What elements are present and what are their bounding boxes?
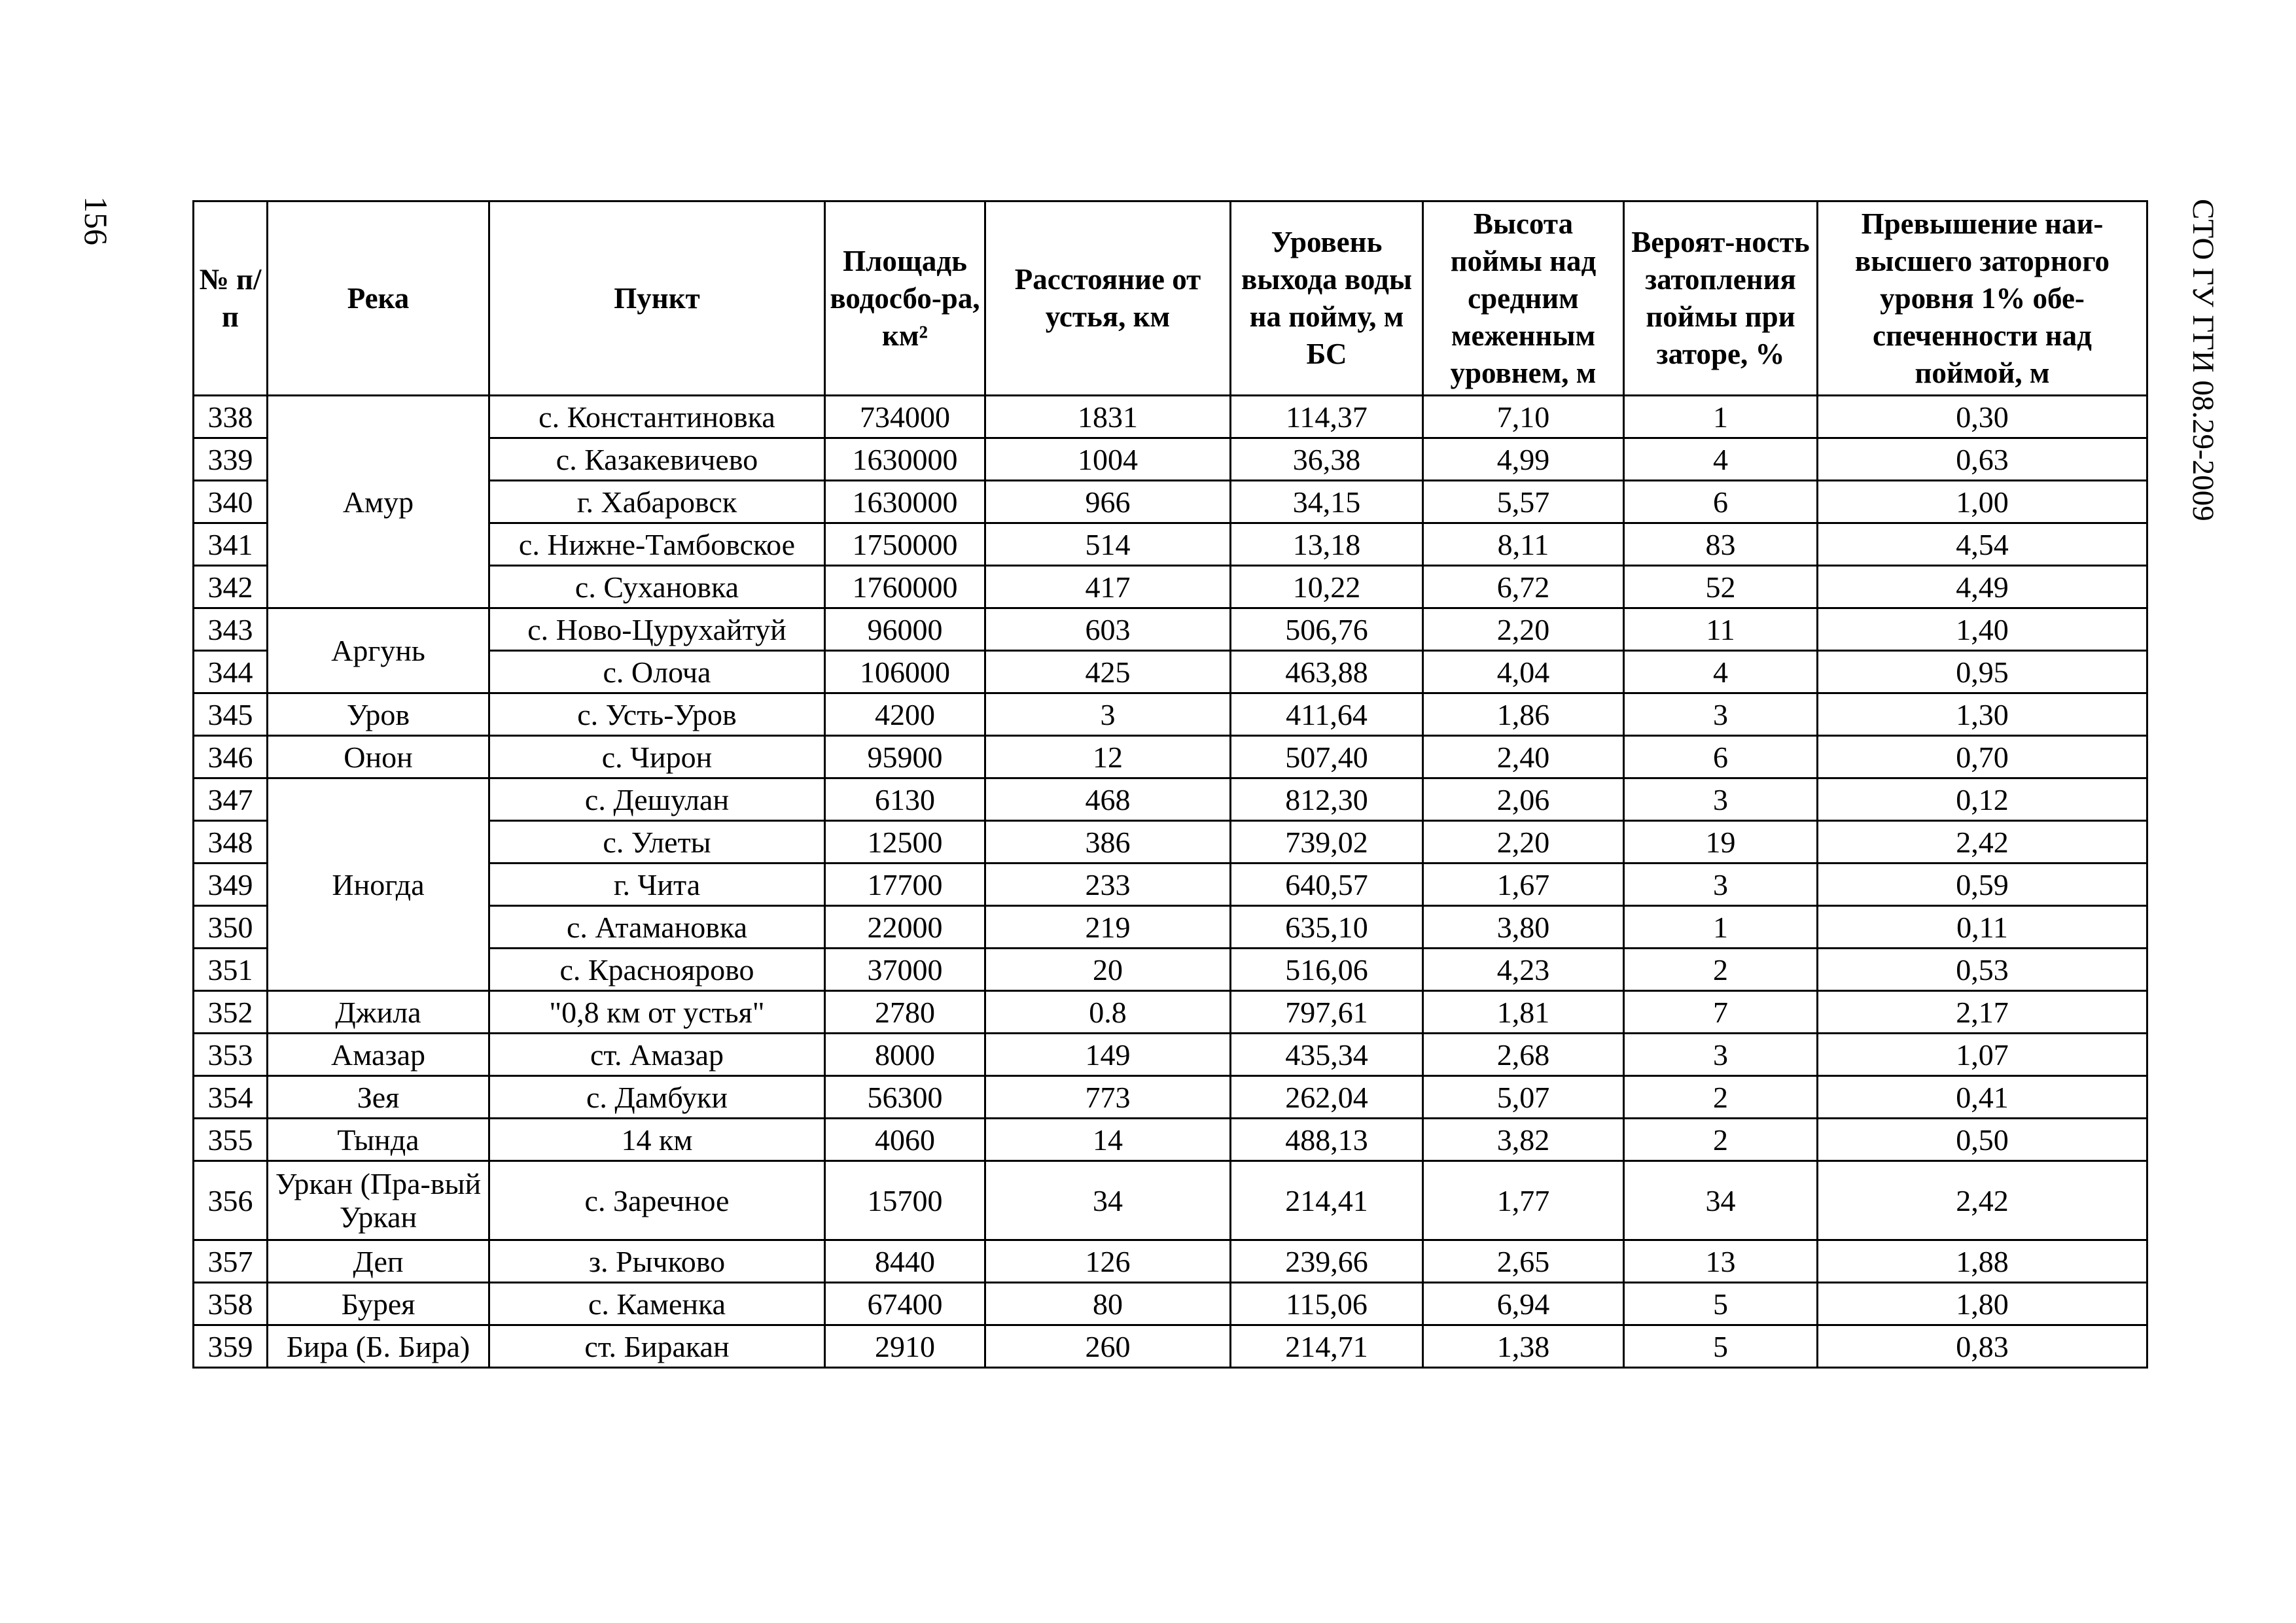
row-distance: 3 [985,693,1231,736]
row-river: Зея [268,1076,489,1119]
row-distance: 126 [985,1240,1231,1283]
header-river: Река [268,201,489,396]
row-probability: 1 [1624,906,1818,949]
row-excess: 0,12 [1818,778,2147,821]
row-excess: 0,53 [1818,949,2147,991]
row-excess: 0,41 [1818,1076,2147,1119]
row-area: 22000 [825,906,985,949]
row-distance: 20 [985,949,1231,991]
table-row [194,1283,2147,1325]
row-level: 506,76 [1231,608,1423,651]
row-river: Деп [268,1240,489,1283]
row-point: с. Каменка [489,1283,825,1325]
row-distance: 603 [985,608,1231,651]
table-row [194,1161,2147,1240]
row-num: 357 [194,1240,268,1283]
row-num: 338 [194,396,268,438]
row-point: г. Хабаровск [489,481,825,523]
table-row [194,1076,2147,1119]
page-number: 156 [78,196,115,245]
row-excess: 2,42 [1818,821,2147,864]
row-excess: 0,50 [1818,1119,2147,1161]
row-probability: 6 [1624,481,1818,523]
row-excess: 1,00 [1818,481,2147,523]
row-level: 435,34 [1231,1034,1423,1076]
row-level: 214,41 [1231,1161,1423,1240]
header-point: Пункт [489,201,825,396]
row-river: Онон [268,736,489,778]
row-probability: 52 [1624,566,1818,608]
row-excess: 0,95 [1818,651,2147,693]
row-river: Бира (Б. Бира) [268,1325,489,1368]
row-num: 352 [194,991,268,1034]
row-area: 106000 [825,651,985,693]
row-level: 10,22 [1231,566,1423,608]
row-level: 239,66 [1231,1240,1423,1283]
row-height: 6,72 [1423,566,1624,608]
row-point: с. Константиновка [489,396,825,438]
row-num: 345 [194,693,268,736]
row-area: 12500 [825,821,985,864]
row-probability: 2 [1624,949,1818,991]
row-distance: 149 [985,1034,1231,1076]
row-distance: 425 [985,651,1231,693]
row-level: 488,13 [1231,1119,1423,1161]
row-distance: 1831 [985,396,1231,438]
row-num: 358 [194,1283,268,1325]
row-area: 96000 [825,608,985,651]
row-num: 353 [194,1034,268,1076]
row-height: 2,20 [1423,608,1624,651]
row-num: 350 [194,906,268,949]
table-row [194,778,2147,821]
row-excess: 1,30 [1818,693,2147,736]
row-area: 2910 [825,1325,985,1368]
row-point: с. Дамбуки [489,1076,825,1119]
row-num: 347 [194,778,268,821]
header-distance: Расстояние от устья, км [985,201,1231,396]
row-probability: 2 [1624,1076,1818,1119]
row-level: 812,30 [1231,778,1423,821]
row-distance: 386 [985,821,1231,864]
row-height: 6,94 [1423,1283,1624,1325]
row-distance: 34 [985,1161,1231,1240]
row-river: Аргунь [268,608,489,693]
row-point: с. Нижне-Тамбовское [489,523,825,566]
table-row [194,396,2147,438]
row-probability: 13 [1624,1240,1818,1283]
row-num: 339 [194,438,268,481]
row-excess: 0,83 [1818,1325,2147,1368]
row-height: 1,77 [1423,1161,1624,1240]
row-point: "0,8 км от устья" [489,991,825,1034]
row-excess: 0,70 [1818,736,2147,778]
row-level: 214,71 [1231,1325,1423,1368]
header-level: Уровень выхода воды на пойму, м БС [1231,201,1423,396]
row-height: 3,80 [1423,906,1624,949]
row-point: с. Краснoярово [489,949,825,991]
row-probability: 5 [1624,1283,1818,1325]
row-point: г. Чита [489,864,825,906]
row-distance: 773 [985,1076,1231,1119]
row-point: с. Олоча [489,651,825,693]
row-point: с. Улеты [489,821,825,864]
row-area: 4200 [825,693,985,736]
row-level: 739,02 [1231,821,1423,864]
table-row [194,693,2147,736]
row-river: Уров [268,693,489,736]
row-level: 262,04 [1231,1076,1423,1119]
row-probability: 1 [1624,396,1818,438]
row-height: 4,04 [1423,651,1624,693]
row-level: 635,10 [1231,906,1423,949]
row-num: 344 [194,651,268,693]
row-num: 346 [194,736,268,778]
row-point: с. Казакевичево [489,438,825,481]
row-num: 348 [194,821,268,864]
row-excess: 0,11 [1818,906,2147,949]
row-area: 1760000 [825,566,985,608]
row-num: 356 [194,1161,268,1240]
row-river: Джила [268,991,489,1034]
document-code: СТО ГУ ГГИ 08.29-2009 [2186,199,2220,521]
row-num: 354 [194,1076,268,1119]
row-distance: 219 [985,906,1231,949]
row-num: 351 [194,949,268,991]
row-probability: 5 [1624,1325,1818,1368]
header-num: № п/п [194,201,268,396]
row-excess: 4,54 [1818,523,2147,566]
row-excess: 1,07 [1818,1034,2147,1076]
row-height: 7,10 [1423,396,1624,438]
table-row [194,1034,2147,1076]
row-num: 343 [194,608,268,651]
row-probability: 2 [1624,1119,1818,1161]
row-excess: 1,40 [1818,608,2147,651]
row-area: 1630000 [825,438,985,481]
row-level: 114,37 [1231,396,1423,438]
row-probability: 3 [1624,1034,1818,1076]
row-num: 340 [194,481,268,523]
row-height: 3,82 [1423,1119,1624,1161]
row-distance: 14 [985,1119,1231,1161]
row-river: Иногда [268,778,489,991]
row-probability: 11 [1624,608,1818,651]
header-probability: Вероят-ность затопления поймы при заторе, % [1624,201,1818,396]
row-area: 8440 [825,1240,985,1283]
row-height: 1,86 [1423,693,1624,736]
row-num: 349 [194,864,268,906]
row-height: 4,99 [1423,438,1624,481]
row-excess: 4,49 [1818,566,2147,608]
row-height: 1,38 [1423,1325,1624,1368]
row-excess: 0,63 [1818,438,2147,481]
row-probability: 7 [1624,991,1818,1034]
row-area: 4060 [825,1119,985,1161]
row-level: 507,40 [1231,736,1423,778]
row-probability: 6 [1624,736,1818,778]
row-distance: 233 [985,864,1231,906]
row-point: ст. Амазар [489,1034,825,1076]
row-level: 516,06 [1231,949,1423,991]
row-height: 2,40 [1423,736,1624,778]
table-row [194,736,2147,778]
row-point: 14 км [489,1119,825,1161]
table-row [194,1325,2147,1368]
row-level: 463,88 [1231,651,1423,693]
row-probability: 3 [1624,693,1818,736]
table-row [194,1240,2147,1283]
row-river: Уркан (Пра-вый Уркан [268,1161,489,1240]
row-probability: 4 [1624,651,1818,693]
row-river: Амазар [268,1034,489,1076]
table-row [194,608,2147,651]
row-point: ст. Биракан [489,1325,825,1368]
table-row [194,1119,2147,1161]
header-row [194,201,2147,396]
row-excess: 2,17 [1818,991,2147,1034]
row-point: с. Сухановка [489,566,825,608]
row-point: с. Заречное [489,1161,825,1240]
row-probability: 3 [1624,778,1818,821]
row-area: 56300 [825,1076,985,1119]
header-excess: Превышение наи-высшего заторного уровня 1% обе-спеченности над поймой, м [1818,201,2147,396]
row-height: 5,07 [1423,1076,1624,1119]
row-height: 2,68 [1423,1034,1624,1076]
row-point: с. Дешулан [489,778,825,821]
row-area: 734000 [825,396,985,438]
row-distance: 12 [985,736,1231,778]
row-area: 95900 [825,736,985,778]
row-point: с. Атамановка [489,906,825,949]
row-num: 342 [194,566,268,608]
row-distance: 966 [985,481,1231,523]
header-area: Площадь водосбо-ра, км² [825,201,985,396]
river-data-table [192,200,2148,1369]
row-level: 411,64 [1231,693,1423,736]
row-excess: 2,42 [1818,1161,2147,1240]
row-distance: 260 [985,1325,1231,1368]
row-area: 37000 [825,949,985,991]
row-distance: 1004 [985,438,1231,481]
row-area: 8000 [825,1034,985,1076]
row-level: 640,57 [1231,864,1423,906]
row-probability: 34 [1624,1161,1818,1240]
row-point: с. Усть-Уров [489,693,825,736]
row-area: 67400 [825,1283,985,1325]
row-distance: 417 [985,566,1231,608]
row-excess: 1,80 [1818,1283,2147,1325]
row-probability: 19 [1624,821,1818,864]
table-row [194,991,2147,1034]
row-height: 2,20 [1423,821,1624,864]
row-num: 341 [194,523,268,566]
row-point: с. Ново-Цурухайтуй [489,608,825,651]
header-height: Высота поймы над средним меженным уровнем, м [1423,201,1624,396]
row-level: 797,61 [1231,991,1423,1034]
row-excess: 1,88 [1818,1240,2147,1283]
row-distance: 514 [985,523,1231,566]
row-num: 355 [194,1119,268,1161]
row-area: 6130 [825,778,985,821]
row-height: 4,23 [1423,949,1624,991]
row-height: 2,06 [1423,778,1624,821]
row-level: 13,18 [1231,523,1423,566]
row-height: 5,57 [1423,481,1624,523]
row-height: 8,11 [1423,523,1624,566]
row-area: 2780 [825,991,985,1034]
row-distance: 80 [985,1283,1231,1325]
row-river: Амур [268,396,489,608]
row-point: с. Чирон [489,736,825,778]
row-distance: 468 [985,778,1231,821]
row-area: 15700 [825,1161,985,1240]
row-river: Тында [268,1119,489,1161]
row-probability: 4 [1624,438,1818,481]
row-area: 1750000 [825,523,985,566]
row-height: 1,67 [1423,864,1624,906]
row-level: 34,15 [1231,481,1423,523]
row-area: 1630000 [825,481,985,523]
row-point: з. Рычково [489,1240,825,1283]
row-num: 359 [194,1325,268,1368]
row-river: Бурея [268,1283,489,1325]
row-height: 2,65 [1423,1240,1624,1283]
row-probability: 3 [1624,864,1818,906]
row-area: 17700 [825,864,985,906]
row-distance: 0.8 [985,991,1231,1034]
row-probability: 83 [1624,523,1818,566]
row-excess: 0,30 [1818,396,2147,438]
row-level: 36,38 [1231,438,1423,481]
row-height: 1,81 [1423,991,1624,1034]
row-excess: 0,59 [1818,864,2147,906]
row-level: 115,06 [1231,1283,1423,1325]
